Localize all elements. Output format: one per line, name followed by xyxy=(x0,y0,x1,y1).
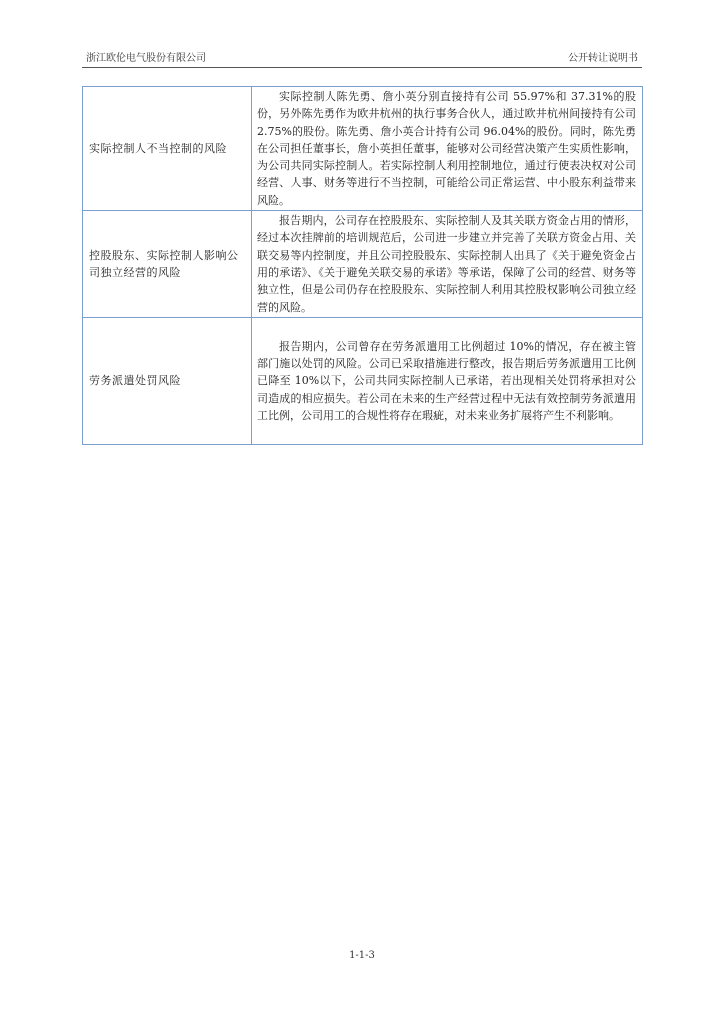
risk-description: 实际控制人陈先勇、詹小英分别直接持有公司 55.97%和 37.31%的股份，另外陈先勇作为欧井杭州的执行事务合伙人，通过欧井杭州间接持有公司 2.75%的股份。陈先勇、詹小英合计持有公司 96.04%的股份。同时，陈先勇在公司担任董事长，詹小英担任董事，能够对公司经营决策产生实质性影响，为公司共同实际控制人。若实际控制人利用控制地位，通过行使表决权对公司经营、人事、财务等进行不当控制，可能给公司正常运营、中小股东利益带来风险。 xyxy=(252,87,643,211)
risk-table xyxy=(82,86,643,445)
company-name: 浙江欧伦电气股份有限公司 xyxy=(86,53,206,64)
table-row xyxy=(83,211,643,318)
risk-description: 报告期内，公司曾存在劳务派遣用工比例超过 10%的情况，存在被主管部门施以处罚的风险。公司已采取措施进行整改，报告期后劳务派遣用工比例已降至 10%以下，公司共同实际控制人已承诺，若出现相关处罚将承担对公司造成的相应损失。若公司在未来的生产经营过程中无法有效控制劳务派遣用工比例，公司用工的合规性将存在瑕疵，对未来业务扩展将产生不利影响。 xyxy=(252,317,643,444)
header-divider xyxy=(82,67,642,68)
risk-name: 劳务派遣处罚风险 xyxy=(83,317,252,444)
page-number: 1-1-3 xyxy=(349,950,375,961)
table-row xyxy=(83,317,643,444)
risk-name: 实际控制人不当控制的风险 xyxy=(83,87,252,211)
table-row xyxy=(83,87,643,211)
page-header xyxy=(82,50,642,67)
risk-name: 控股股东、实际控制人影响公司独立经营的风险 xyxy=(83,211,252,318)
document-title: 公开转让说明书 xyxy=(568,53,638,64)
risk-description: 报告期内，公司存在控股股东、实际控制人及其关联方资金占用的情形，经过本次挂牌前的培训规范后，公司进一步建立并完善了关联方资金占用、关联交易等内控制度，并且公司控股股东、实际控制人出具了《关于避免资金占用的承诺》、《关于避免关联交易的承诺》等承诺，保障了公司的经营、财务等独立性，但是公司仍存在控股股东、实际控制人利用其控股权影响公司独立经营的风险。 xyxy=(252,211,643,318)
